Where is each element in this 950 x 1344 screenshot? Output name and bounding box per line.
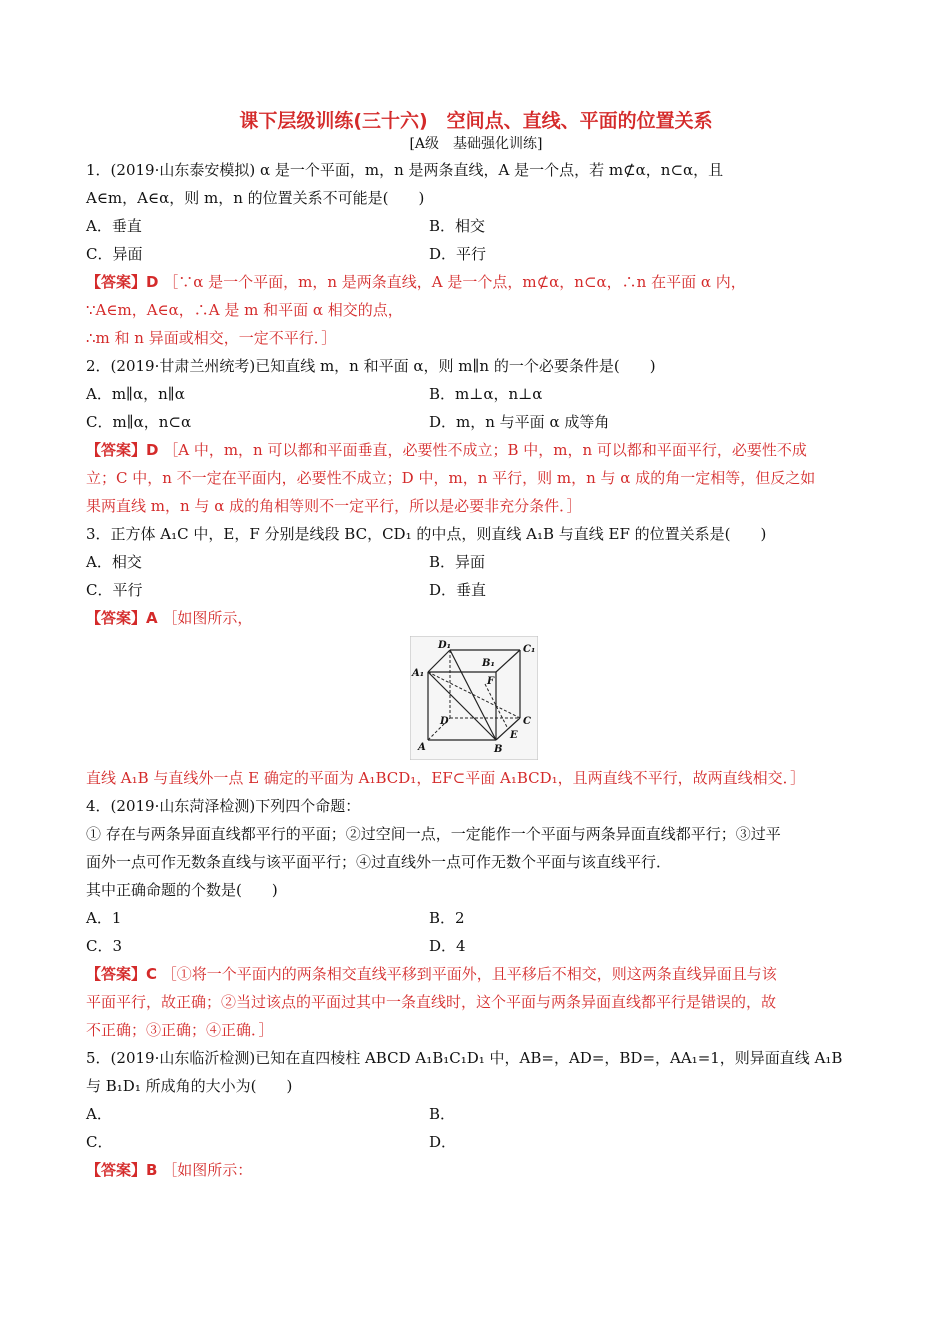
question-stem-line: 2．(2019·甘肃兰州统考)已知直线 m，n 和平面 α，则 m∥n 的一个必要条件是( ) — [86, 357, 656, 375]
question-stem-line: 面外一点可作无数条直线与该平面平行；④过直线外一点可作无数个平面与该直线平行． — [86, 853, 672, 871]
options-row — [86, 932, 866, 960]
option-d: D．m，n 与平面 α 成等角 — [429, 413, 610, 431]
option-b: B．异面 — [429, 553, 486, 571]
vertex-label: A₁ — [412, 668, 425, 679]
question-stem-line: 与 B₁D₁ 所成角的大小为( ) — [86, 1077, 293, 1095]
options-row — [86, 548, 866, 576]
answer-line: 果两直线 m，n 与 α 成的角相等则不一定平行，所以是必要非充分条件．］ — [86, 497, 582, 515]
vertex-label: D₁ — [438, 640, 452, 651]
option-a: A．相交 — [86, 553, 142, 571]
options-row — [86, 212, 866, 240]
option-a: A．m∥α，n∥α — [86, 385, 185, 403]
question-stem-line: 3．正方体 A₁C 中，E，F 分别是线段 BC，CD₁ 的中点，则直线 A₁B 与直线 EF 的位置关系是( ) — [86, 525, 767, 543]
option-d: D． — [429, 1133, 457, 1151]
cube-diagram — [410, 636, 538, 760]
question-stem-line: 5．(2019·山东临沂检测)已知在直四棱柱 ABCD A₁B₁C₁D₁ 中，AB=，AD=，BD=，AA₁=1，则异面直线 A₁B — [86, 1049, 843, 1067]
answer-label: 【答案】D — [86, 441, 159, 459]
vertex-label: C₁ — [523, 644, 536, 655]
cube-figure — [86, 636, 866, 760]
option-b: B．2 — [429, 909, 465, 927]
option-b: B．相交 — [429, 217, 486, 235]
options-row — [86, 408, 866, 436]
answer-line — [86, 436, 866, 464]
question-3 — [86, 520, 866, 792]
option-b: B．m⊥α，n⊥α — [429, 385, 543, 403]
options-row — [86, 240, 866, 268]
vertex-label: F — [487, 676, 495, 687]
answer-line — [86, 268, 866, 296]
question-4 — [86, 792, 866, 1044]
answer-line: 平面平行，故正确；②当过该点的平面过其中一条直线时，这个平面与两条异面直线都平行是错误的，故 — [86, 993, 777, 1011]
question-2 — [86, 352, 866, 520]
option-d: D．4 — [429, 937, 466, 955]
options-row — [86, 1128, 866, 1156]
options-row — [86, 576, 866, 604]
answer-label: 【答案】B — [86, 1161, 158, 1179]
options-row — [86, 380, 866, 408]
option-d: D．平行 — [429, 245, 487, 263]
answer-text: ［A 中，m，n 可以都和平面垂直，必要性不成立；B 中，m，n 可以都和平面平行，必要性不成 — [163, 441, 807, 459]
question-5 — [86, 1044, 866, 1184]
answer-line: ∴m 和 n 异面或相交，一定不平行．］ — [86, 329, 337, 347]
answer-line — [86, 960, 866, 988]
option-c: C．m∥α，n⊂α — [86, 413, 192, 431]
option-c: C． — [86, 1133, 113, 1151]
answer-line — [86, 604, 866, 632]
vertex-label: B₁ — [482, 658, 495, 669]
vertex-label: C — [523, 716, 531, 727]
answer-text: ［如图所示： — [162, 1161, 253, 1179]
vertex-label: A — [418, 742, 426, 753]
options-row — [86, 904, 866, 932]
answer-text: ［①将一个平面内的两条相交直线平移到平面外，且平移后不相交，则这两条直线异面且与该 — [161, 965, 777, 983]
page-title: 课下层级训练(三十六) 空间点、直线、平面的位置关系 — [239, 110, 713, 132]
option-a: A． — [86, 1105, 112, 1123]
question-stem-line: ① 存在与两条异面直线都平行的平面；②过空间一点，一定能作一个平面与两条异面直线都平行；③过平 — [86, 825, 781, 843]
option-c: C．平行 — [86, 581, 143, 599]
document-page — [86, 108, 866, 1184]
option-c: C．异面 — [86, 245, 143, 263]
option-a: A．1 — [86, 909, 122, 927]
question-stem-line: 4．(2019·山东菏泽检测)下列四个命题： — [86, 797, 361, 815]
vertex-label: D — [440, 716, 449, 727]
question-1 — [86, 156, 866, 352]
option-b: B． — [429, 1105, 456, 1123]
option-d: D．垂直 — [429, 581, 487, 599]
answer-label: 【答案】A — [86, 609, 158, 627]
answer-text: ［如图所示， — [162, 609, 253, 627]
vertex-label: B — [494, 744, 503, 755]
option-c: C．3 — [86, 937, 123, 955]
answer-line: 直线 A₁B 与直线外一点 E 确定的平面为 A₁BCD₁，EF⊂平面 A₁BCD₁，且两直线不平行，故两直线相交．］ — [86, 769, 806, 787]
section-level: [A级 基础强化训练] — [409, 136, 543, 152]
answer-line — [86, 1156, 866, 1184]
question-stem-line: 其中正确命题的个数是( ) — [86, 881, 278, 899]
answer-text: ［∵α 是一个平面，m，n 是两条直线，A 是一个点，m⊄α，n⊂α，∴n 在平面 α 内， — [163, 273, 746, 291]
options-row — [86, 1100, 866, 1128]
answer-label: 【答案】C — [86, 965, 158, 983]
vertex-label: E — [510, 730, 518, 741]
question-stem-line: 1．(2019·山东泰安模拟) α 是一个平面，m，n 是两条直线，A 是一个点，若 m⊄α，n⊂α，且 — [86, 161, 724, 179]
option-a: A．垂直 — [86, 217, 142, 235]
answer-line: ∵A∈m，A∈α，∴A 是 m 和平面 α 相交的点， — [86, 301, 403, 319]
answer-label: 【答案】D — [86, 273, 159, 291]
question-stem-line: A∈m，A∈α，则 m，n 的位置关系不可能是( ) — [86, 189, 425, 207]
answer-line: 立；C 中，n 不一定在平面内，必要性不成立；D 中，m，n 平行，则 m，n 与 α 成的角一定相等，但反之如 — [86, 469, 816, 487]
answer-line: 不正确；③正确；④正确．］ — [86, 1021, 274, 1039]
